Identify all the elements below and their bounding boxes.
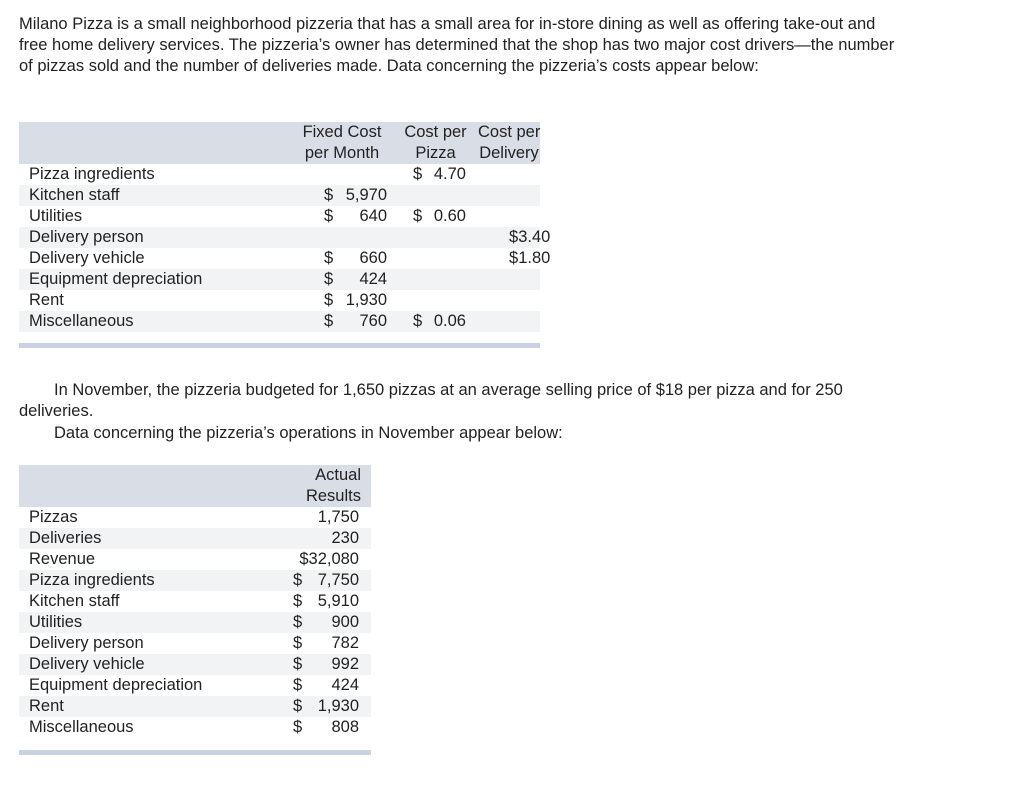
cost-item-label: Equipment depreciation — [19, 269, 291, 290]
actual-table-row — [19, 675, 371, 696]
actual-item-label: Pizzas — [19, 507, 281, 528]
amount-value: 1,750 — [317, 508, 359, 526]
amount-value: 0.06 — [433, 312, 466, 330]
currency-symbol: $ — [293, 571, 303, 589]
actual-result-cell — [281, 654, 371, 675]
currency-symbol: $ — [324, 186, 334, 204]
cost-per-delivery-cell — [478, 248, 551, 269]
cost-per-delivery-cell — [478, 164, 540, 185]
currency-symbol: $ — [413, 165, 423, 183]
amount-value: 1.80 — [518, 249, 551, 267]
amount-value: 3.40 — [518, 228, 551, 246]
actual-item-label: Rent — [19, 696, 281, 717]
cost-table-header-blank — [19, 143, 291, 164]
actual-table-header-blank — [19, 486, 281, 507]
november-data-intro: Data concerning the pizzeria’s operations in November appear below: — [54, 424, 563, 442]
actual-result-cell — [281, 549, 371, 570]
fixed-cost-cell — [291, 248, 393, 269]
actual-result-cell — [281, 675, 371, 696]
cost-table-row — [19, 227, 540, 248]
actual-table-row — [19, 717, 371, 738]
actual-table-row — [19, 528, 371, 549]
fixed-cost-cell — [291, 290, 393, 311]
actual-table-header-row — [19, 486, 371, 507]
actual-item-label: Delivery vehicle — [19, 654, 281, 675]
cost-table-header-row — [19, 122, 540, 143]
actual-table-row — [19, 654, 371, 675]
actual-table-header-row — [19, 465, 371, 486]
currency-symbol: $ — [293, 697, 303, 715]
amount-value: 424 — [359, 270, 387, 288]
cost-item-label: Delivery person — [19, 227, 291, 248]
currency-symbol: $ — [324, 312, 334, 330]
cost-table-row — [19, 311, 540, 332]
fixed-cost-cell — [291, 311, 393, 332]
amount-value: 1,930 — [345, 291, 387, 309]
header-cost-per-pizza-line1: Cost per — [393, 122, 478, 143]
cost-table — [19, 122, 551, 332]
amount-value: 0.60 — [433, 207, 466, 225]
currency-symbol: $ — [509, 228, 519, 246]
actual-table-row — [19, 633, 371, 654]
cost-table-bottom-rule — [19, 343, 540, 348]
actual-result-cell — [281, 717, 371, 738]
header-cost-per-pizza-line2: Pizza — [393, 143, 478, 164]
cost-item-label: Delivery vehicle — [19, 248, 291, 269]
actual-result-cell — [281, 507, 371, 528]
cost-per-delivery-cell — [478, 290, 540, 311]
actual-item-label: Pizza ingredients — [19, 570, 281, 591]
cost-per-pizza-cell — [393, 227, 478, 248]
currency-symbol: $ — [293, 613, 303, 631]
amount-value: 808 — [331, 718, 359, 736]
currency-symbol: $ — [293, 676, 303, 694]
actual-result-cell — [281, 528, 371, 549]
actual-result-cell — [281, 612, 371, 633]
cost-per-delivery-cell — [478, 227, 551, 248]
november-budget-paragraph: In November, the pizzeria budgeted for 1,650 pizzas at an average selling price of $18 per pizza and for 250 deliveries. — [19, 381, 843, 420]
fixed-cost-cell — [291, 164, 393, 185]
actual-item-label: Kitchen staff — [19, 591, 281, 612]
actual-table-header-blank — [19, 465, 281, 486]
actual-results-table — [19, 465, 371, 738]
amount-value: 760 — [359, 312, 387, 330]
currency-symbol: $ — [324, 270, 334, 288]
cost-item-label: Kitchen staff — [19, 185, 291, 206]
cost-per-delivery-cell — [478, 206, 540, 227]
amount-value: 640 — [359, 207, 387, 225]
intro-paragraph: Milano Pizza is a small neighborhood pizzeria that has a small area for in-store dining as well as offering take-out and free home delivery services. The pizzeria’s owner has determined that the shop has two major cost drivers—the number of pizzas sold and the number of deliveries made. Data concerning the pizzeria’s costs appear below: — [19, 15, 895, 75]
currency-symbol: $ — [509, 249, 519, 267]
actual-table-row — [19, 591, 371, 612]
cost-per-delivery-cell — [478, 311, 540, 332]
header-cost-per-delivery-line2: Delivery — [479, 144, 539, 162]
fixed-cost-cell — [291, 185, 393, 206]
actual-result-cell — [281, 570, 371, 591]
amount-value: 900 — [331, 613, 359, 631]
cost-table-header-blank — [19, 122, 291, 143]
currency-symbol: $ — [413, 207, 423, 225]
currency-symbol: $ — [293, 718, 303, 736]
currency-symbol: $ — [293, 634, 303, 652]
actual-result-cell — [281, 633, 371, 654]
amount-value: 5,970 — [345, 186, 387, 204]
fixed-cost-cell — [291, 227, 393, 248]
amount-value: 424 — [331, 676, 359, 694]
actual-item-label: Miscellaneous — [19, 717, 281, 738]
cost-item-label: Miscellaneous — [19, 311, 291, 332]
currency-symbol: $ — [293, 655, 303, 673]
currency-symbol: $ — [413, 312, 423, 330]
cost-per-pizza-cell — [393, 248, 478, 269]
header-fixed-cost-line2: per Month — [291, 143, 393, 164]
amount-value: 7,750 — [317, 571, 359, 589]
currency-symbol: $ — [324, 249, 334, 267]
currency-symbol: $ — [324, 207, 334, 225]
amount-value: 992 — [331, 655, 359, 673]
cost-item-label: Utilities — [19, 206, 291, 227]
cost-table-row — [19, 164, 540, 185]
cost-item-label: Rent — [19, 290, 291, 311]
cost-table-row — [19, 206, 540, 227]
amount-value: 230 — [331, 529, 359, 547]
header-fixed-cost-line1: Fixed Cost — [291, 122, 393, 143]
cost-table-row — [19, 185, 540, 206]
cost-table-row — [19, 248, 540, 269]
amount-value: 782 — [331, 634, 359, 652]
actual-table-bottom-rule — [19, 750, 371, 755]
cost-per-delivery-cell — [478, 269, 540, 290]
header-actual-line2: Results — [281, 486, 371, 507]
actual-table-row — [19, 549, 371, 570]
actual-item-label: Equipment depreciation — [19, 675, 281, 696]
fixed-cost-cell — [291, 269, 393, 290]
cost-per-pizza-cell — [393, 269, 478, 290]
fixed-cost-cell — [291, 206, 393, 227]
actual-table-row — [19, 507, 371, 528]
actual-item-label: Revenue — [19, 549, 281, 570]
cost-table-row — [19, 290, 540, 311]
currency-symbol: $ — [293, 592, 303, 610]
amount-value: $32,080 — [299, 550, 359, 568]
amount-value: 4.70 — [433, 165, 466, 183]
actual-result-cell — [281, 591, 371, 612]
cost-per-pizza-cell — [393, 206, 478, 227]
actual-item-label: Utilities — [19, 612, 281, 633]
actual-table-row — [19, 696, 371, 717]
actual-item-label: Delivery person — [19, 633, 281, 654]
cost-item-label: Pizza ingredients — [19, 164, 291, 185]
actual-result-cell — [281, 696, 371, 717]
header-cost-per-delivery-line1: Cost per — [478, 123, 541, 141]
cost-table-header-row — [19, 143, 540, 164]
cost-per-pizza-cell — [393, 311, 478, 332]
currency-symbol: $ — [324, 291, 334, 309]
cost-per-delivery-cell — [478, 185, 540, 206]
amount-value: 5,910 — [317, 592, 359, 610]
actual-table-row — [19, 570, 371, 591]
header-actual-line1: Actual — [281, 465, 371, 486]
cost-per-pizza-cell — [393, 290, 478, 311]
amount-value: 1,930 — [317, 697, 359, 715]
cost-per-pizza-cell — [393, 185, 478, 206]
cost-table-row — [19, 269, 540, 290]
amount-value: 660 — [359, 249, 387, 267]
actual-item-label: Deliveries — [19, 528, 281, 549]
actual-table-row — [19, 612, 371, 633]
cost-per-pizza-cell — [393, 164, 478, 185]
